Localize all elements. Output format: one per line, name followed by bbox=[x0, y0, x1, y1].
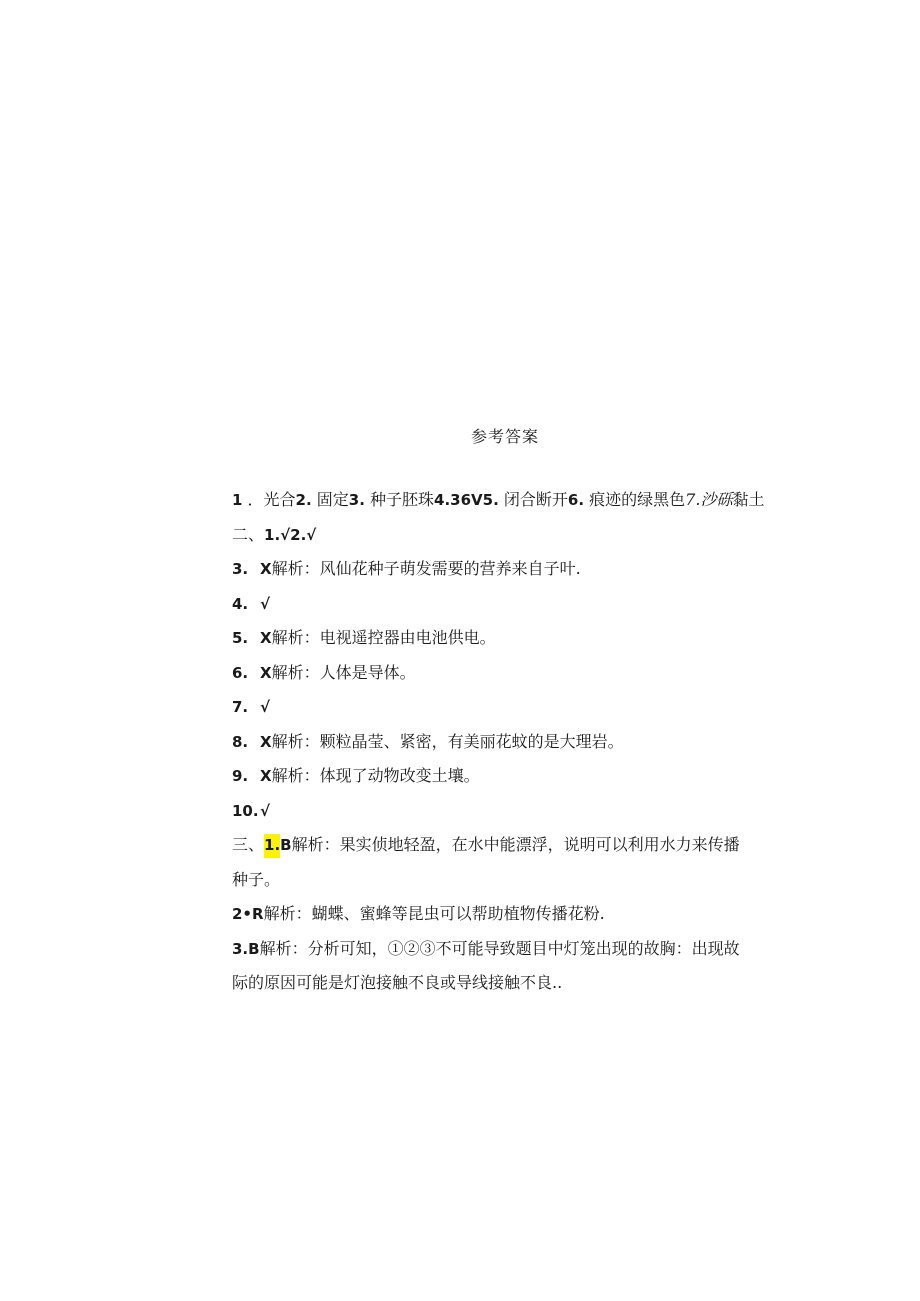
highlighted-number: 1. bbox=[264, 834, 280, 858]
answer-text: ．光合 bbox=[247, 490, 296, 509]
answer-line-11-cont bbox=[232, 866, 792, 901]
answer-text: 固定 bbox=[316, 490, 349, 509]
answer-line-6 bbox=[232, 659, 792, 694]
explanation-text: 际的原因可能是灯泡接触不良或导线接触不良.. bbox=[232, 973, 563, 992]
answer-text: 痕迹的绿黑色 bbox=[589, 490, 686, 509]
section-prefix: 二、 bbox=[232, 524, 265, 544]
answer-line-4 bbox=[232, 590, 792, 625]
item-number: 8. bbox=[232, 732, 249, 751]
item-number: 4.36V5. bbox=[434, 491, 499, 509]
item-number: 5. bbox=[232, 629, 249, 647]
check-mark: √ bbox=[260, 698, 271, 716]
item-number: 9. bbox=[232, 767, 249, 785]
answer-line-13-cont bbox=[232, 969, 792, 1004]
cross-mark: X bbox=[260, 732, 272, 751]
item-number: 7. bbox=[232, 698, 249, 716]
answer-text: 种子胚珠 bbox=[370, 490, 435, 509]
explanation-text: 解析：果实侦地轻盈，在水中能漂浮，说明可以利用水力来传播 bbox=[291, 835, 740, 854]
cross-mark: X bbox=[260, 767, 272, 785]
answer-line-5 bbox=[232, 624, 792, 659]
answer-text: 7.沙砾 bbox=[685, 490, 733, 509]
explanation-text: 解析：分析可知，①②③不可能导致题目中灯笼出现的故胸：出现故 bbox=[259, 938, 740, 958]
answer-line-10 bbox=[232, 797, 792, 832]
answer-text: 闭合断开 bbox=[503, 490, 568, 509]
item-number: 6. bbox=[232, 663, 249, 682]
answer-line-1 bbox=[232, 486, 792, 521]
page-title: 参考答案 bbox=[470, 427, 539, 446]
answer-line-9 bbox=[232, 762, 792, 797]
item-number: 4. bbox=[232, 594, 249, 613]
item-number: 3. bbox=[348, 491, 365, 509]
answer-line-2 bbox=[232, 521, 792, 556]
item-number: 3. bbox=[232, 560, 249, 578]
explanation-text: 解析：风仙花种子萌发需要的营养来自子叶. bbox=[271, 559, 581, 578]
section-prefix: 三、 bbox=[232, 835, 265, 854]
explanation-text: 种子。 bbox=[232, 869, 281, 889]
check-mark: √ bbox=[260, 801, 271, 820]
answer-text: 黏土 bbox=[732, 490, 765, 509]
item-number: 3.B bbox=[232, 939, 260, 958]
item-number: 6. bbox=[567, 491, 585, 509]
answer-line-11 bbox=[232, 831, 792, 866]
explanation-text: 解析：颗粒晶莹、紧密，有美丽花蚊的是大理岩。 bbox=[271, 731, 624, 751]
cross-mark: X bbox=[260, 663, 272, 682]
answer-line-7 bbox=[232, 693, 792, 728]
choice-mark: B bbox=[280, 836, 292, 854]
cross-mark: X bbox=[260, 560, 272, 578]
explanation-text: 解析：蝴蝶、蜜蜂等昆虫可以帮助植物传播花粉. bbox=[263, 904, 605, 923]
answer-marks: 1.√2.√ bbox=[264, 525, 317, 544]
item-number: 2•R bbox=[232, 905, 264, 923]
answer-line-8 bbox=[232, 728, 792, 763]
explanation-text: 解析：体现了动物改变土壤。 bbox=[271, 766, 480, 785]
cross-mark: X bbox=[260, 629, 272, 647]
item-number: 2. bbox=[295, 491, 312, 509]
answer-line-3 bbox=[232, 555, 792, 590]
item-number: 1 bbox=[232, 491, 243, 509]
check-mark: √ bbox=[260, 594, 271, 613]
item-number: 10. bbox=[232, 801, 259, 820]
explanation-text: 解析：电视遥控器由电池供电。 bbox=[271, 628, 496, 647]
answer-line-13 bbox=[232, 935, 792, 970]
explanation-text: 解析：人体是导体。 bbox=[271, 662, 416, 682]
answer-line-12 bbox=[232, 900, 792, 935]
answer-list bbox=[232, 486, 792, 1004]
